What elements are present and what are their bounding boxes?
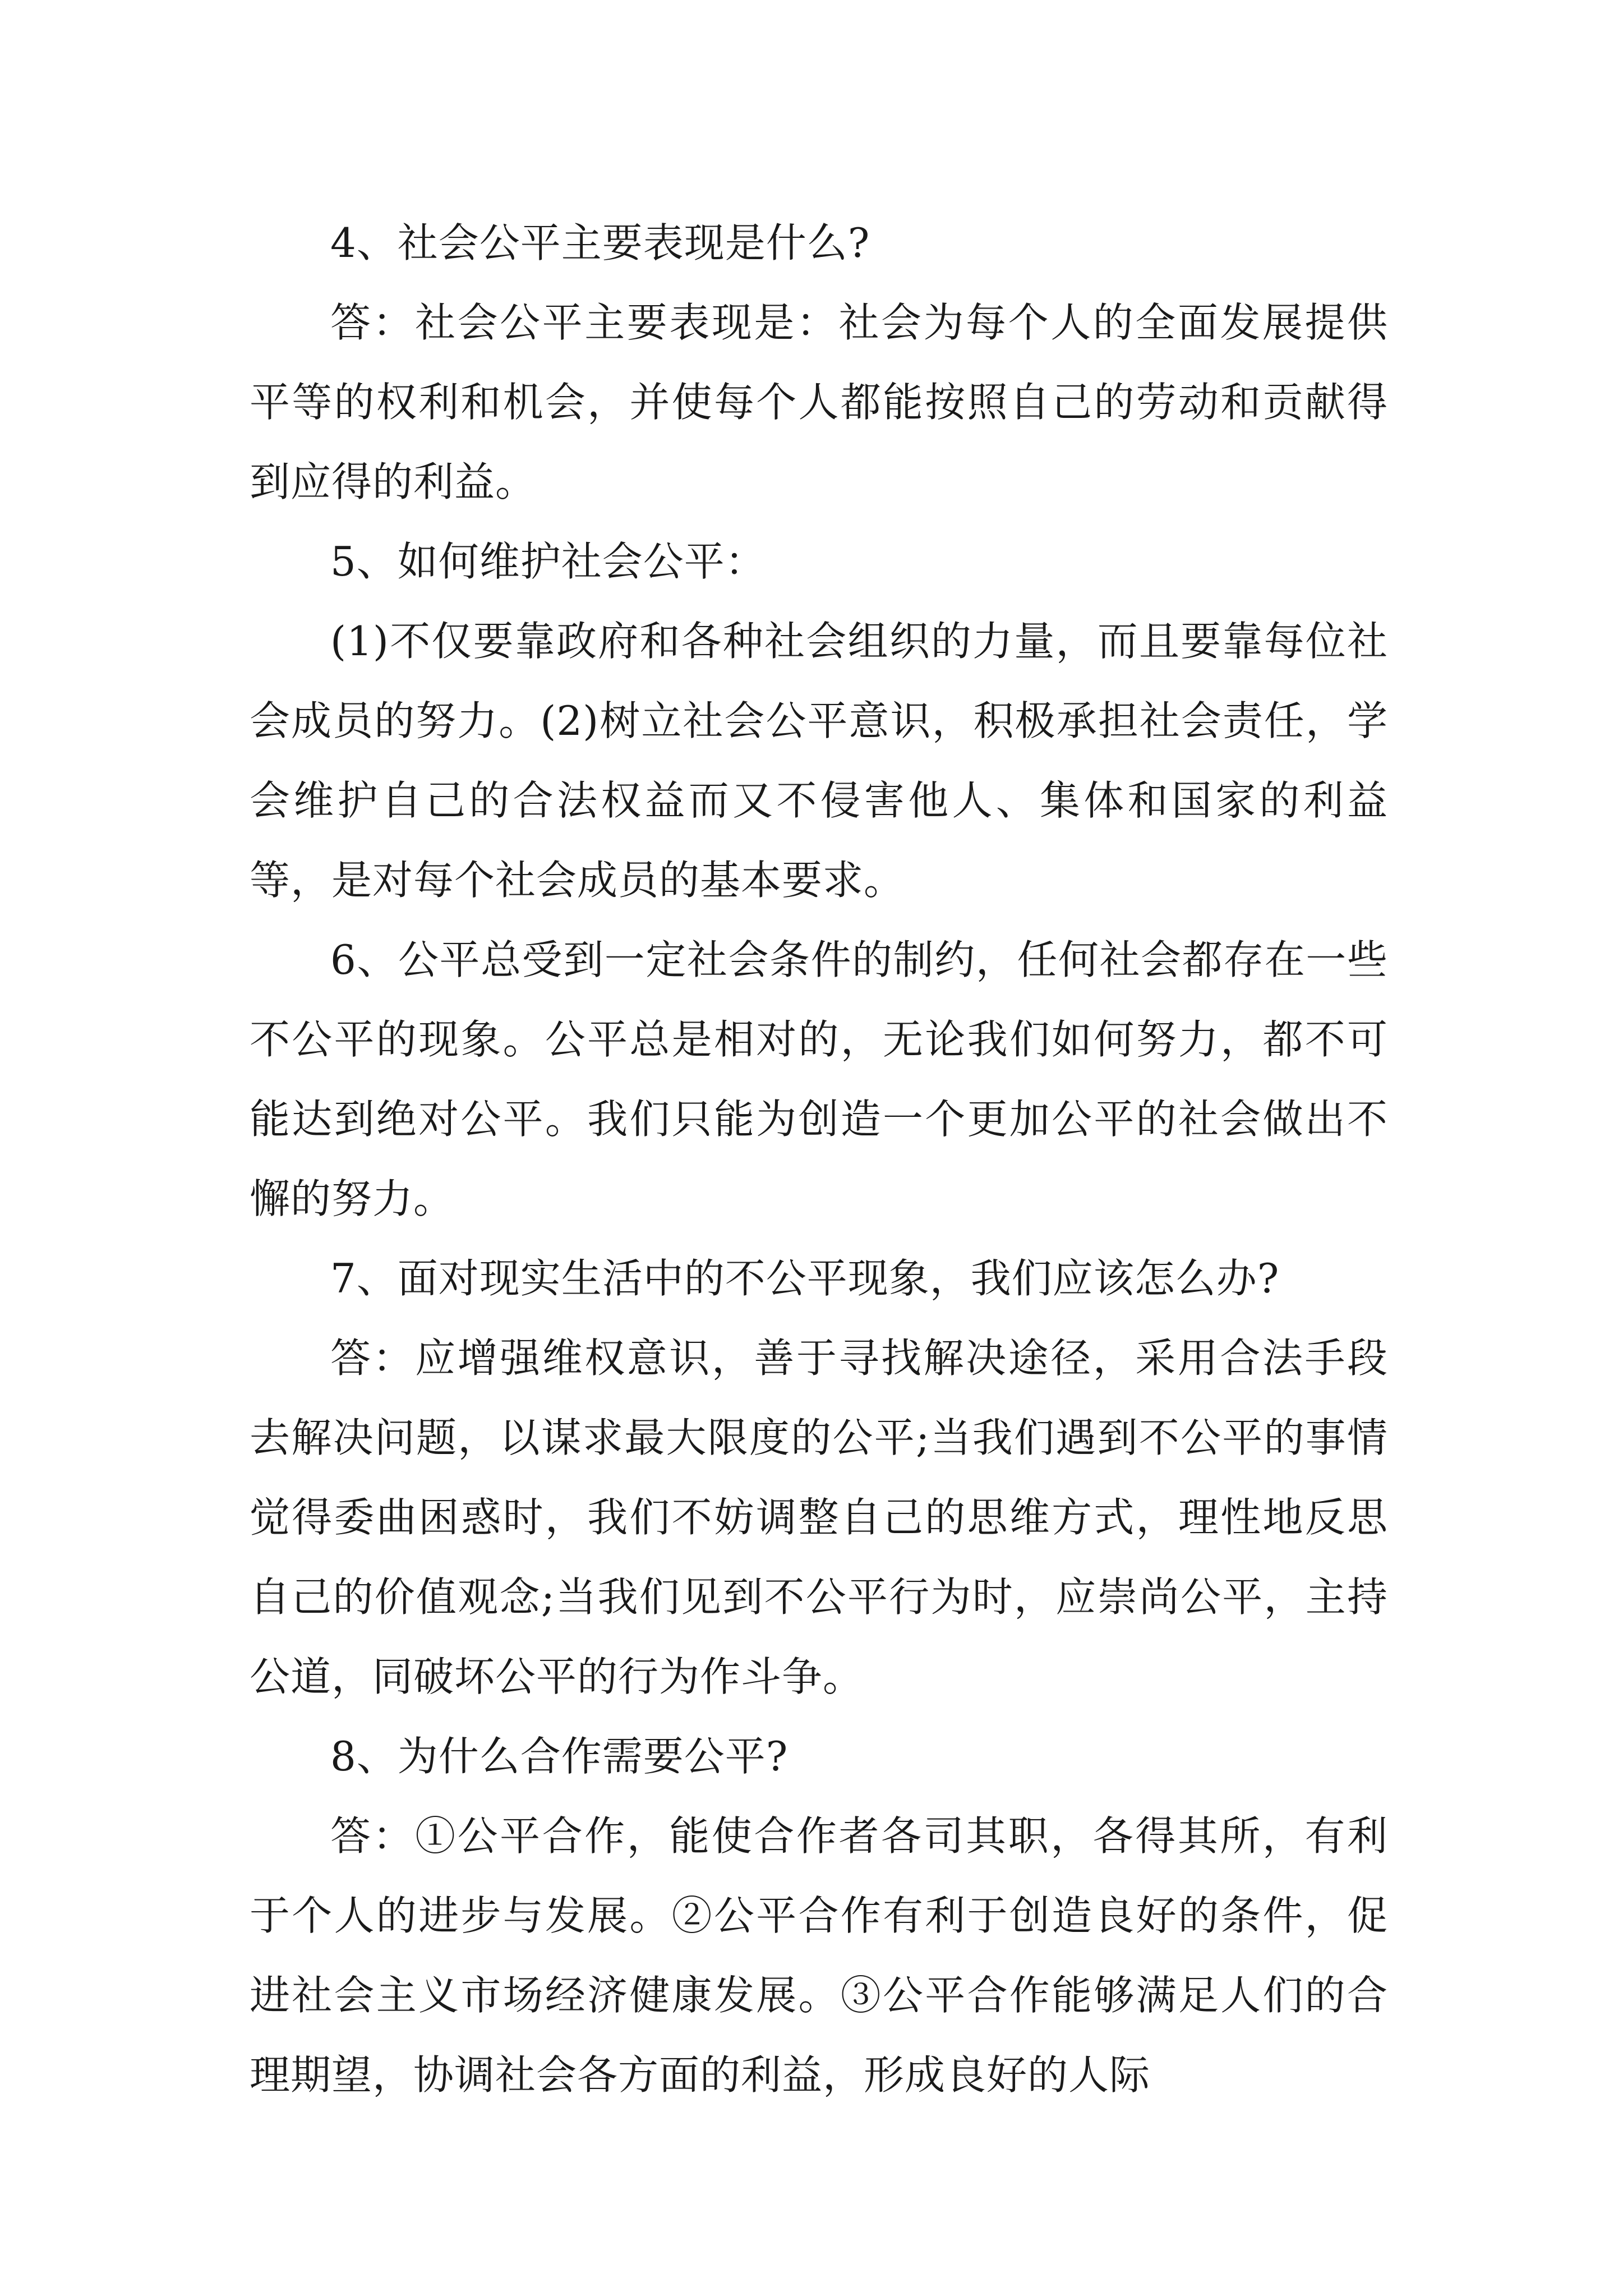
question-5: 5、如何维护社会公平： bbox=[330, 538, 766, 585]
answer-7: 答：应增强维权意识，善于寻找解决途径，采用合法手段去解决问题，以谋求最大限度的公平;当我们遇到不公平的事情觉得委曲困惑时，我们不妨调整自己的思维方式，理性地反思自己的价值观念;当我们见到不公平行为时，应崇尚公平，主持公道，同破坏公平的行为作斗争。 bbox=[250, 1335, 1388, 1700]
question-8: 8、为什么合作需要公平? bbox=[330, 1733, 789, 1780]
question-7: 7、面对现实生活中的不公平现象，我们应该怎么办? bbox=[330, 1255, 1280, 1302]
answer-8: 答：①公平合作，能使合作者各司其职，各得其所，有利于个人的进步与发展。②公平合作有利于创造良好的条件，促进社会主义市场经济健康发展。③公平合作能够满足人们的合理期望，协调社会各方面的利益，形成良好的人际 bbox=[250, 1812, 1388, 2099]
question-4: 4、社会公平主要表现是什么? bbox=[330, 219, 870, 266]
answer-4: 答：社会公平主要表现是：社会为每个人的全面发展提供平等的权利和机会，并使每个人都能按照自己的劳动和贡献得到应得的利益。 bbox=[250, 299, 1388, 505]
point-6: 6、公平总受到一定社会条件的制约，任何社会都存在一些不公平的现象。公平总是相对的，无论我们如何努力，都不可能达到绝对公平。我们只能为创造一个更加公平的社会做出不懈的努力。 bbox=[250, 936, 1388, 1222]
document-body bbox=[250, 203, 1388, 2115]
answer-5: (1)不仅要靠政府和各种社会组织的力量，而且要靠每位社会成员的努力。(2)树立社会公平意识，积极承担社会责任，学会维护自己的合法权益而又不侵害他人、集体和国家的利益等，是对每个社会成员的基本要求。 bbox=[250, 618, 1388, 904]
